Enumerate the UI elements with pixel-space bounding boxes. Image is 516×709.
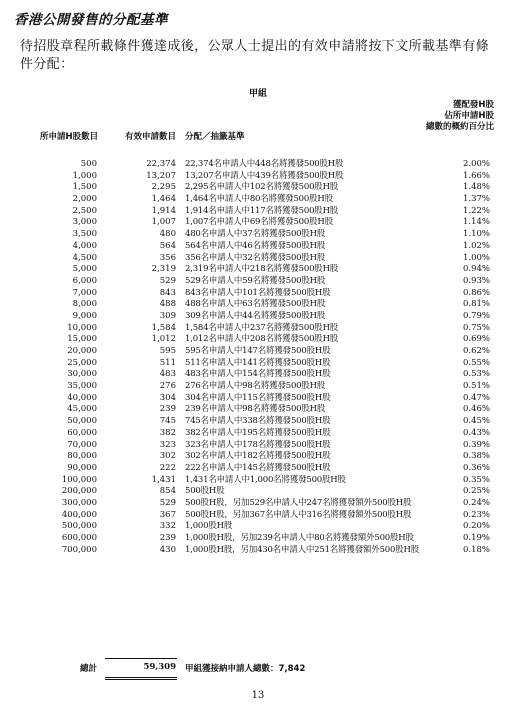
cell-shares: 500,000 [61, 521, 97, 532]
cell-percentage: 0.93% [462, 275, 490, 286]
cell-basis: 500股H股，另加529名申請人中247名將獲發額外500股H股 [185, 497, 412, 508]
cell-basis: 356名申請人中32名將獲發500股H股 [185, 252, 326, 263]
cell-percentage: 1.00% [462, 252, 490, 263]
cell-applications: 13,207 [146, 170, 176, 181]
header-shares-applied: 所申請H股數目 [40, 132, 99, 142]
cell-shares: 1,000 [72, 170, 97, 181]
cell-shares: 5,000 [72, 264, 97, 275]
table-row [0, 171, 516, 183]
table-row [0, 194, 516, 206]
cell-basis: 745名申請人中338名將獲發500股H股 [185, 416, 331, 427]
table-row [0, 264, 516, 276]
cell-percentage: 0.79% [462, 310, 490, 321]
cell-basis: 2,319名申請人中218名將獲發500股H股 [185, 264, 339, 275]
cell-shares: 4,000 [72, 240, 97, 251]
cell-shares: 80,000 [67, 451, 97, 462]
cell-shares: 50,000 [67, 416, 97, 427]
cell-basis: 309名申請人中44名將獲發500股H股 [185, 310, 326, 321]
table-row [0, 393, 516, 405]
cell-percentage: 0.47% [462, 392, 490, 403]
cell-basis: 1,000股H股，另加430名申請人中251名將獲發額外500股H股 [185, 544, 420, 555]
cell-applications: 367 [159, 509, 176, 520]
cell-basis: 276名申請人中98名將獲發500股H股 [185, 381, 326, 392]
table-row [0, 521, 516, 533]
cell-percentage: 1.22% [462, 205, 490, 216]
table-row [0, 346, 516, 358]
cell-percentage: 0.38% [462, 451, 490, 462]
cell-basis: 488名申請人中63名將獲發500股H股 [185, 299, 326, 310]
allocation-table [0, 159, 516, 556]
cell-applications: 1,012 [151, 334, 176, 345]
table-row [0, 428, 516, 440]
table-row [0, 498, 516, 510]
cell-percentage: 0.62% [462, 346, 490, 356]
cell-percentage: 0.25% [462, 486, 490, 497]
cell-shares: 200,000 [61, 486, 97, 497]
cell-basis: 382名申請人中195名將獲發500股H股 [185, 427, 331, 438]
cell-percentage: 0.94% [462, 264, 490, 275]
cell-applications: 529 [159, 497, 176, 508]
cell-applications: 2,295 [151, 182, 176, 193]
cell-shares: 20,000 [67, 346, 97, 356]
cell-basis: 1,007名申請人中69名將獲發500股H股 [185, 217, 333, 228]
table-row [0, 334, 516, 346]
cell-applications: 1,464 [151, 194, 176, 205]
table-row [0, 475, 516, 487]
table-row [0, 545, 516, 557]
table-row [0, 253, 516, 265]
cell-applications: 239 [159, 404, 176, 415]
cell-basis: 500股H股，另加367名申請人中316名將獲發額外500股H股 [185, 509, 412, 520]
table-row [0, 311, 516, 323]
cell-basis: 483名申請人中154名將獲發500股H股 [185, 369, 331, 380]
cell-percentage: 0.24% [462, 497, 490, 508]
table-row [0, 404, 516, 416]
cell-shares: 70,000 [67, 439, 97, 450]
cell-basis: 595名申請人中147名將獲發500股H股 [185, 346, 331, 356]
cell-percentage: 0.69% [462, 334, 490, 345]
section-title: 香港公開發售的分配基準 [14, 12, 168, 28]
cell-applications: 480 [159, 229, 176, 240]
cell-shares: 35,000 [67, 381, 97, 392]
table-row [0, 451, 516, 463]
cell-applications: 483 [159, 369, 176, 380]
cell-applications: 222 [159, 462, 176, 473]
total-value: 59,309 [143, 662, 176, 672]
cell-applications: 302 [159, 451, 176, 462]
cell-percentage: 0.18% [462, 544, 490, 555]
cell-basis: 222名申請人中145名將獲發500股H股 [185, 462, 331, 473]
cell-shares: 30,000 [67, 369, 97, 380]
table-row [0, 369, 516, 381]
cell-shares: 400,000 [61, 509, 97, 520]
cell-applications: 595 [159, 346, 176, 356]
cell-percentage: 0.86% [462, 287, 490, 298]
intro-paragraph: 待招股章程所載條件獲達成後，公眾人士提出的有效申請將按下文所載基準有條件分配： [20, 39, 490, 72]
header-pct-line3: 總數的概約百分比 [425, 122, 494, 132]
cell-percentage: 0.23% [462, 509, 490, 520]
cell-percentage: 0.39% [462, 439, 490, 450]
cell-basis: 511名申請人中141名將獲發500股H股 [185, 357, 331, 368]
cell-applications: 529 [159, 275, 176, 286]
cell-percentage: 1.37% [462, 194, 490, 205]
cell-percentage: 1.10% [462, 229, 490, 240]
cell-shares: 8,000 [72, 299, 97, 310]
cell-applications: 332 [159, 521, 176, 532]
cell-basis: 304名申請人中115名將獲發500股H股 [185, 392, 331, 403]
group-label: 甲組 [248, 89, 267, 99]
cell-basis: 1,584名申請人中237名將獲發500股H股 [185, 322, 339, 333]
cell-basis: 529名申請人中59名將獲發500股H股 [185, 275, 326, 286]
cell-basis: 1,012名申請人中208名將獲發500股H股 [185, 334, 339, 345]
cell-applications: 843 [159, 287, 176, 298]
cell-percentage: 0.51% [462, 381, 490, 392]
cell-applications: 1,914 [151, 205, 176, 216]
cell-percentage: 1.02% [462, 240, 490, 251]
cell-percentage: 1.14% [462, 217, 490, 228]
cell-shares: 600,000 [61, 533, 97, 543]
cell-percentage: 0.46% [462, 404, 490, 415]
cell-basis: 323名申請人中178名將獲發500股H股 [185, 439, 331, 450]
cell-applications: 304 [159, 392, 176, 403]
cell-basis: 843名申請人中101名將獲發500股H股 [185, 287, 331, 298]
table-row [0, 159, 516, 171]
cell-percentage: 0.45% [462, 416, 490, 427]
total-label: 總計 [80, 664, 98, 674]
cell-basis: 13,207名申請人中439名將獲發500股H股 [185, 170, 344, 181]
cell-percentage: 0.20% [462, 521, 490, 532]
cell-applications: 2,319 [151, 264, 176, 275]
cell-basis: 1,000股H股 [185, 521, 233, 532]
cell-shares: 45,000 [67, 404, 97, 415]
cell-percentage: 0.19% [462, 533, 490, 543]
cell-shares: 7,000 [72, 287, 97, 298]
cell-shares: 2,500 [72, 205, 97, 216]
cell-applications: 356 [159, 252, 176, 263]
cell-percentage: 0.53% [462, 369, 490, 380]
cell-shares: 9,000 [72, 310, 97, 321]
table-row [0, 288, 516, 300]
total-summary: 甲組獲接納申請人總數：7,842 [185, 664, 306, 674]
cell-applications: 323 [159, 439, 176, 450]
header-valid-applications: 有效申請數目 [124, 132, 176, 142]
cell-basis: 1,914名申請人中117名將獲發500股H股 [185, 205, 339, 216]
table-row [0, 206, 516, 218]
cell-basis: 1,464名申請人中80名將獲發500股H股 [185, 194, 333, 205]
table-row [0, 440, 516, 452]
cell-basis: 500股H股 [185, 486, 225, 497]
cell-applications: 1,431 [151, 474, 176, 485]
cell-shares: 10,000 [67, 322, 97, 333]
cell-applications: 239 [159, 533, 176, 543]
cell-shares: 90,000 [67, 462, 97, 473]
cell-applications: 22,374 [146, 159, 176, 169]
cell-applications: 511 [159, 357, 176, 368]
cell-basis: 1,000股H股，另加239名申請人中80名將獲發額外500股H股 [185, 533, 414, 543]
cell-basis: 2,295名申請人中102名將獲發500股H股 [185, 182, 339, 193]
table-row [0, 416, 516, 428]
total-rule-double [105, 677, 177, 682]
table-row [0, 486, 516, 498]
table-row [0, 217, 516, 229]
cell-shares: 60,000 [67, 427, 97, 438]
cell-applications: 1,584 [151, 322, 176, 333]
cell-applications: 276 [159, 381, 176, 392]
cell-applications: 430 [159, 544, 176, 555]
cell-percentage: 1.66% [462, 170, 490, 181]
cell-shares: 500 [80, 159, 97, 169]
table-row [0, 299, 516, 311]
header-percentage [426, 100, 494, 133]
cell-shares: 3,500 [72, 229, 97, 240]
cell-basis: 239名申請人中98名將獲發500股H股 [185, 404, 326, 415]
cell-basis: 22,374名申請人中448名將獲發500股H股 [185, 159, 344, 169]
cell-percentage: 0.75% [462, 322, 490, 333]
cell-applications: 745 [159, 416, 176, 427]
cell-percentage: 0.35% [462, 474, 490, 485]
page-number: 13 [251, 690, 265, 701]
cell-shares: 2,000 [72, 194, 97, 205]
cell-percentage: 0.36% [462, 462, 490, 473]
cell-basis: 480名申請人中37名將獲發500股H股 [185, 229, 326, 240]
cell-applications: 1,007 [151, 217, 176, 228]
table-row [0, 381, 516, 393]
cell-shares: 1,500 [72, 182, 97, 193]
cell-shares: 4,500 [72, 252, 97, 263]
table-row [0, 358, 516, 370]
cell-shares: 3,000 [72, 217, 97, 228]
cell-basis: 564名申請人中46名將獲發500股H股 [185, 240, 326, 251]
table-row [0, 182, 516, 194]
table-row [0, 463, 516, 475]
cell-percentage: 0.81% [462, 299, 490, 310]
cell-shares: 6,000 [72, 275, 97, 286]
cell-percentage: 0.55% [462, 357, 490, 368]
table-row [0, 323, 516, 335]
cell-applications: 488 [159, 299, 176, 310]
cell-shares: 25,000 [67, 357, 97, 368]
table-row [0, 276, 516, 288]
cell-percentage: 1.48% [462, 182, 490, 193]
cell-basis: 302名申請人中182名將獲發500股H股 [185, 451, 331, 462]
total-rule-top [105, 658, 177, 659]
cell-shares: 300,000 [61, 497, 97, 508]
cell-applications: 309 [159, 310, 176, 321]
cell-applications: 854 [159, 486, 176, 497]
cell-shares: 40,000 [67, 392, 97, 403]
header-pct-line1: 獲配發H股 [452, 100, 494, 110]
cell-shares: 15,000 [67, 334, 97, 345]
header-pct-line2: 佔所申請H股 [444, 111, 494, 121]
cell-percentage: 0.43% [462, 427, 490, 438]
cell-applications: 564 [159, 240, 176, 251]
cell-shares: 100,000 [61, 474, 97, 485]
cell-applications: 382 [159, 427, 176, 438]
table-row [0, 533, 516, 545]
table-row [0, 510, 516, 522]
table-row [0, 229, 516, 241]
table-row [0, 241, 516, 253]
header-allocation-basis: 分配／抽籤基準 [185, 132, 245, 142]
cell-basis: 1,431名申請人中1,000名將獲發500股H股 [185, 474, 346, 485]
cell-shares: 700,000 [61, 544, 97, 555]
cell-percentage: 2.00% [462, 159, 490, 169]
